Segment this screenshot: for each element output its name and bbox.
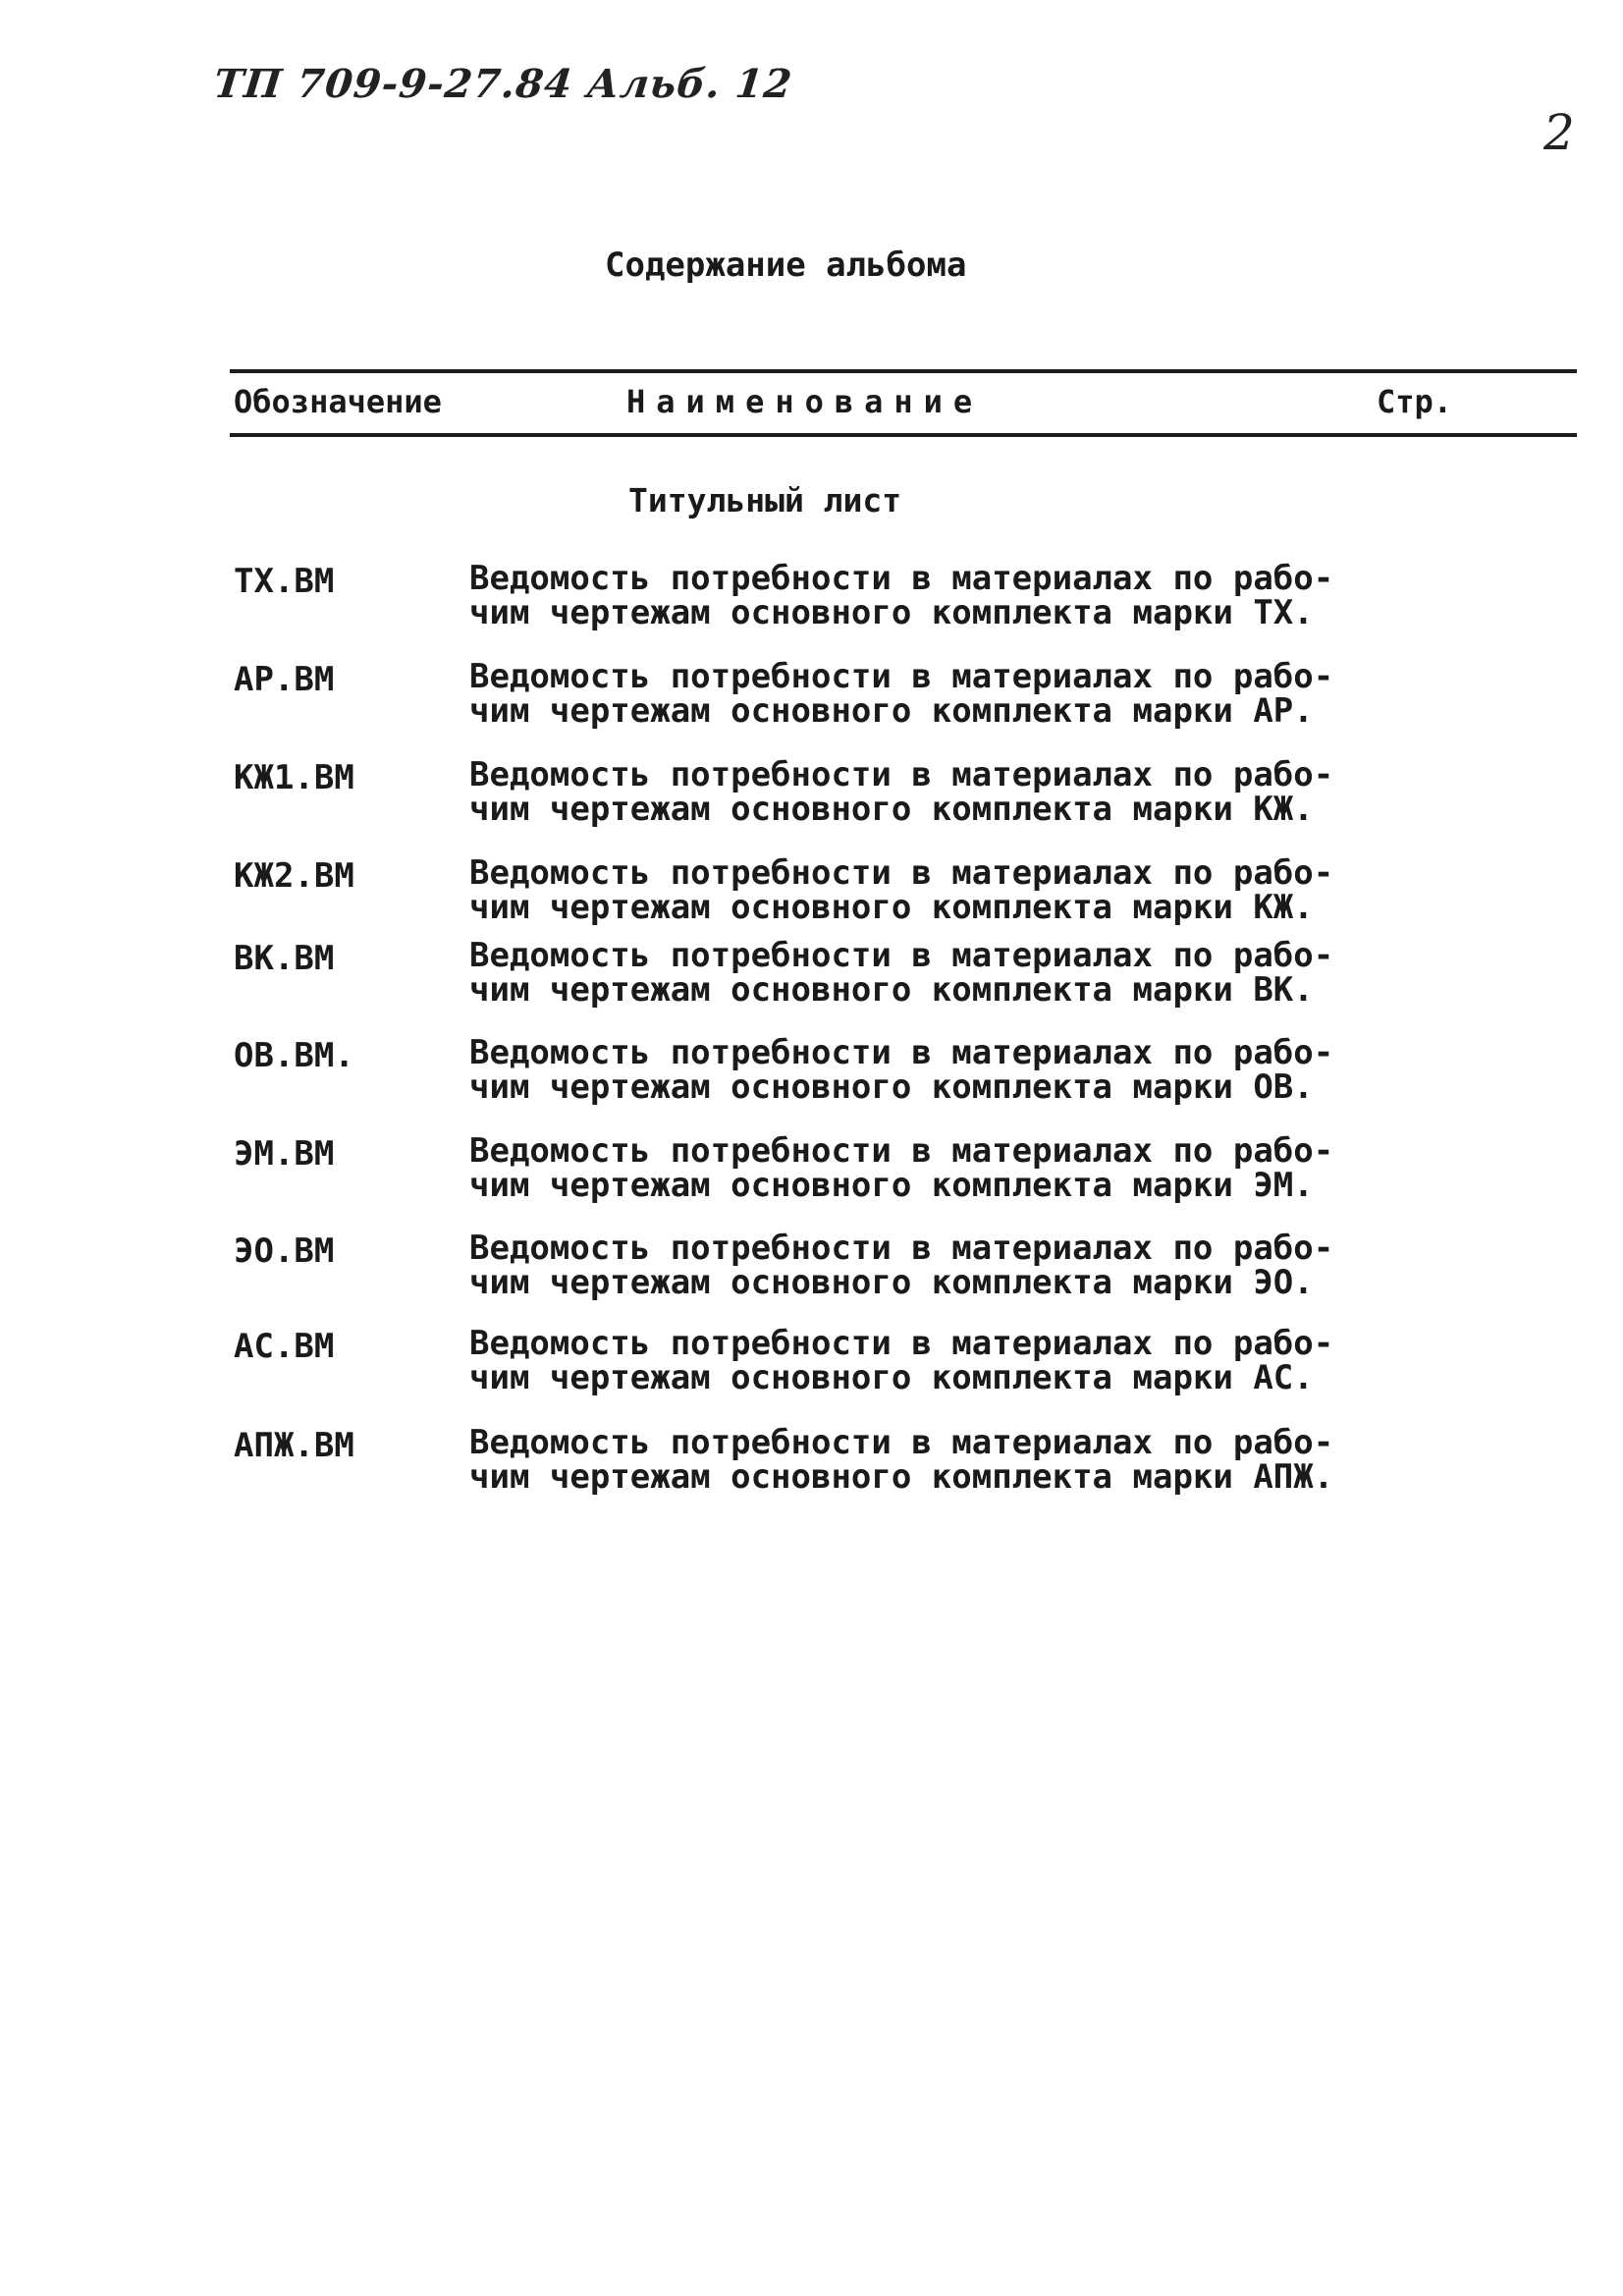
row-description [469, 1231, 1333, 1300]
column-header-designation: Обозначение [234, 383, 442, 420]
contents-row [0, 936, 1623, 1017]
row-description-line: Ведомость потребности в материалах по рабо- [469, 1423, 1334, 1462]
title-sheet-entry: Титульный лист [628, 481, 902, 519]
row-description-line: чим чертежам основного комплекта марки ЭО. [469, 1263, 1314, 1302]
row-designation: ОВ.ВМ. [234, 1036, 354, 1075]
row-description [469, 755, 1334, 829]
column-header-name: Наименование [626, 383, 984, 420]
table-top-rule [230, 369, 1577, 373]
row-description-line: Ведомость потребности в материалах по рабо- [469, 755, 1334, 794]
row-description [469, 657, 1334, 731]
row-designation: АС.ВМ [234, 1327, 335, 1366]
row-description [469, 853, 1334, 927]
row-description-line: чим чертежам основного комплекта марки ЭМ. [469, 1166, 1314, 1205]
row-description-line: Ведомость потребности в материалах по рабо- [469, 1131, 1334, 1171]
row-description [469, 1423, 1334, 1497]
row-description-line: Ведомость потребности в материалах по рабо- [469, 853, 1334, 893]
contents-row [0, 755, 1623, 837]
row-description-line: чим чертежам основного комплекта марки АС. [469, 1358, 1314, 1397]
document-code: ТП 709-9-27.84 Альб. 12 [211, 61, 795, 107]
contents-row [0, 657, 1623, 738]
row-description-line: Ведомость потребности в материалах по рабо- [469, 1033, 1334, 1072]
column-header-page: Стр. [1377, 383, 1453, 420]
row-description [469, 1033, 1334, 1107]
row-description [469, 1131, 1334, 1205]
contents-row [0, 1033, 1623, 1115]
row-description-line: Ведомость потребности в материалах по рабо- [469, 936, 1334, 975]
contents-row [0, 559, 1623, 640]
contents-row [0, 1324, 1623, 1405]
row-description-line: чим чертежам основного комплекта марки ВК. [469, 970, 1314, 1010]
row-designation: ВК.ВМ [234, 939, 335, 978]
row-description-line: чим чертежам основного комплекта марки АР. [469, 691, 1314, 731]
row-description-line: чим чертежам основного комплекта марки АПЖ. [469, 1457, 1334, 1497]
contents-row [0, 853, 1623, 935]
contents-row [0, 1231, 1623, 1310]
page-number: 2 [1543, 104, 1575, 161]
row-designation: КЖ1.ВМ [234, 758, 354, 797]
row-description [469, 1324, 1334, 1397]
row-designation: ТХ.ВМ [234, 562, 335, 601]
row-description-line: Ведомость потребности в материалах по рабо- [469, 657, 1334, 696]
contents-row [0, 1423, 1623, 1504]
row-description-line: чим чертежам основного комплекта марки ТХ. [469, 593, 1314, 632]
row-description-line: Ведомость потребности в материалах по рабо- [469, 1229, 1334, 1268]
row-designation: ЭМ.ВМ [234, 1134, 335, 1174]
row-description-line: Ведомость потребности в материалах по рабо- [469, 559, 1334, 598]
row-description-line: чим чертежам основного комплекта марки ОВ. [469, 1067, 1314, 1107]
row-designation: ЭО.ВМ [234, 1231, 335, 1271]
row-description-line: чим чертежам основного комплекта марки КЖ. [469, 790, 1314, 829]
table-header-rule [230, 433, 1577, 437]
row-description [469, 559, 1334, 632]
row-description [469, 936, 1334, 1010]
row-designation: КЖ2.ВМ [234, 856, 354, 896]
contents-row [0, 1131, 1623, 1213]
album-contents-title: Содержание альбома [605, 246, 967, 285]
row-description-line: Ведомость потребности в материалах по рабо- [469, 1324, 1334, 1363]
row-designation: АПЖ.ВМ [234, 1426, 354, 1465]
row-designation: АР.ВМ [234, 660, 335, 699]
row-description-line: чим чертежам основного комплекта марки КЖ. [469, 888, 1314, 927]
